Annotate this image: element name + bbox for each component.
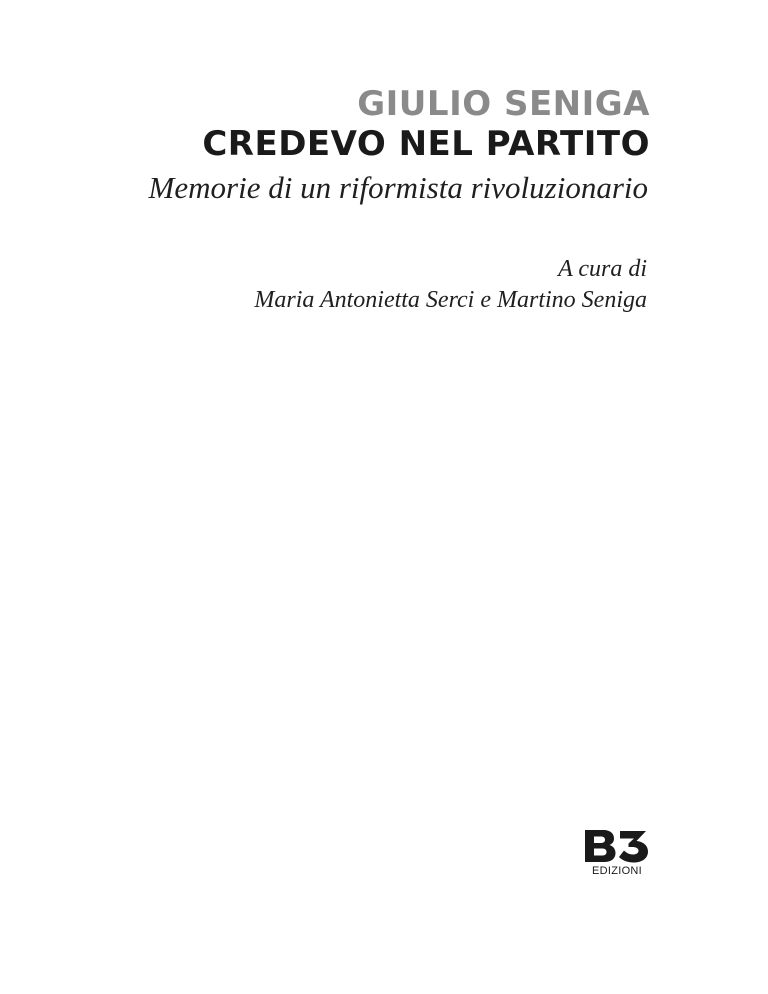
editor-intro: A cura di xyxy=(558,256,647,282)
author-name: GIULIO SENIGA xyxy=(357,84,650,124)
book-title: CREDEVO NEL PARTITO xyxy=(202,124,650,164)
editor-names: Maria Antonietta Serci e Martino Seniga xyxy=(254,287,647,313)
title-block xyxy=(202,84,650,164)
publisher-name: EDIZIONI xyxy=(591,865,643,877)
editors-block xyxy=(254,254,647,316)
b3-logo-icon xyxy=(583,829,651,863)
publisher-logo xyxy=(583,829,651,879)
book-subtitle: Memorie di un riformista rivoluzionario xyxy=(148,170,648,205)
